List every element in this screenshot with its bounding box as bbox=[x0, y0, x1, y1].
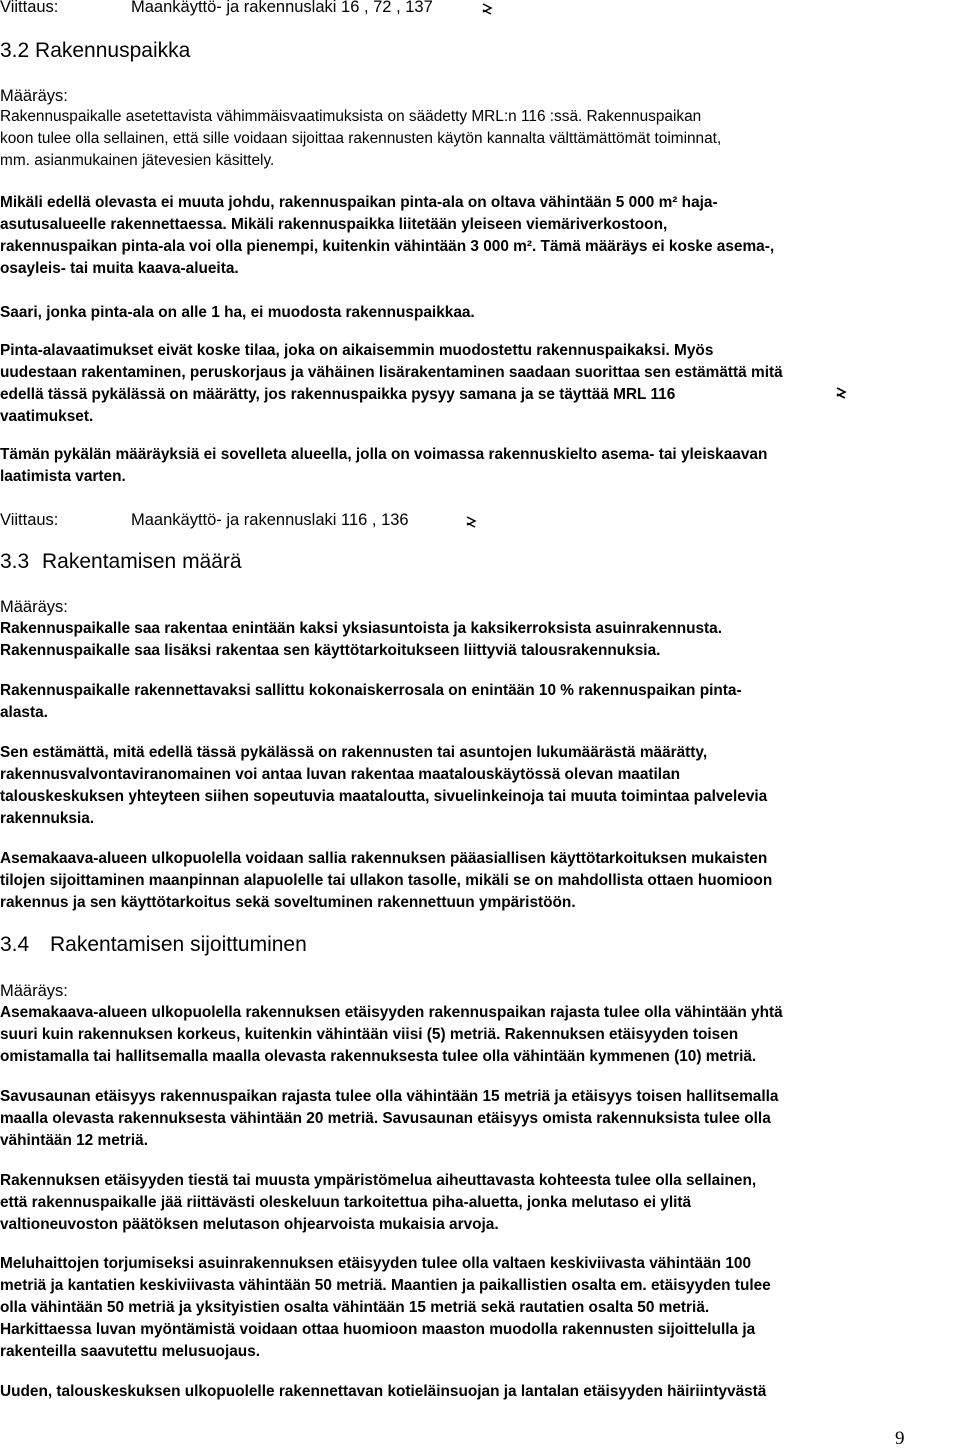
text-line: vähintään 12 metriä. bbox=[0, 1132, 148, 1149]
text-line: laatimista varten. bbox=[0, 468, 126, 485]
text-line: alasta. bbox=[0, 704, 48, 721]
section-number: 3.4 bbox=[0, 933, 30, 956]
paragraph bbox=[0, 848, 960, 914]
maarays-label: Määräys: bbox=[0, 87, 68, 105]
paragraph bbox=[0, 340, 960, 428]
reference-text: Maankäyttö- ja rakennuslaki 116 , 136 bbox=[131, 511, 409, 529]
text-line: rakennuspaikan pinta-ala voi olla pienempi, kuitenkin vähintään 3 000 m². Tämä määräys ei koske asema-, bbox=[0, 238, 775, 255]
text-line: Asemakaava-alueen ulkopuolella voidaan sallia rakennuksen pääasiallisen käyttötarkoituksen mukaisten bbox=[0, 850, 768, 867]
text-line: suuri kuin rakennuksen korkeus, kuitenkin vähintään viisi (5) metriä. Rakennuksen etäisyyden toisen bbox=[0, 1026, 739, 1043]
paragraph bbox=[0, 444, 960, 488]
paragraph bbox=[0, 1170, 960, 1236]
paragraph bbox=[0, 302, 960, 324]
text-line: Asemakaava-alueen ulkopuolella rakennuksen etäisyyden rakennuspaikan rajasta tulee olla vähintään yhtä bbox=[0, 1004, 783, 1021]
text-line: Harkittaessa luvan myöntämistä voidaan ottaa huomioon maaston muodolla rakennusten sijoittelulla ja bbox=[0, 1321, 756, 1338]
text-line: uudestaan rakentaminen, peruskorjaus ja vähäinen lisärakentaminen saadaan suorittaa sen estämättä mitä bbox=[0, 364, 783, 381]
text-line: Savusaunan etäisyys rakennuspaikan rajasta tulee olla vähintään 15 metriä ja etäisyys toisen hallitsemalla bbox=[0, 1088, 779, 1105]
paragraph bbox=[0, 192, 960, 280]
text-line: Meluhaittojen torjumiseksi asuinrakennuksen etäisyyden tulee olla valtaen keskiviivasta vähintään 100 bbox=[0, 1255, 752, 1272]
text-line: Mikäli edellä olevasta ei muuta johdu, rakennuspaikan pinta-ala on oltava vähintään 5 000 m² haja- bbox=[0, 194, 718, 211]
reference-label: Viittaus: bbox=[0, 0, 59, 16]
text-line: valtioneuvoston päätöksen melutason ohjearvoista mukaisia arvoja. bbox=[0, 1216, 499, 1233]
paragraph bbox=[0, 742, 960, 830]
text-line: rakennuksia. bbox=[0, 810, 95, 827]
text-line: Rakennuspaikalle saa lisäksi rakentaa sen käyttötarkoitukseen liittyviä talousrakennuksia. bbox=[0, 642, 661, 659]
text-line: talouskeskuksen yhteyteen siihen sopeutuvia maataloutta, sivuelinkeinoja tai muuta toimintaa palvelevia bbox=[0, 788, 768, 805]
reference-label: Viittaus: bbox=[0, 511, 59, 529]
text-line: asutusalueelle rakennettaessa. Mikäli rakennuspaikka liitetään yleiseen viemäriverkostoon, bbox=[0, 216, 668, 233]
text-line: Sen estämättä, mitä edellä tässä pykälässä on rakennusten tai asuntojen lukumäärästä määrätty, bbox=[0, 744, 708, 761]
text-line: edellä tässä pykälässä on määrätty, jos rakennuspaikka pysyy samana ja se täyttää MRL 116 bbox=[0, 386, 676, 403]
text-line: omistamalla tai hallitsemalla maalla olevasta rakennuksesta tulee olla vähintään kymmenen (10) metriä. bbox=[0, 1048, 757, 1065]
text-line: Saari, jonka pinta-ala on alle 1 ha, ei muodosta rakennuspaikkaa. bbox=[0, 304, 475, 321]
paragraph bbox=[0, 618, 960, 662]
maarays-label: Määräys: bbox=[0, 982, 68, 1000]
paragraph bbox=[0, 680, 960, 724]
text-line: että rakennuspaikalle jää riittävästi oleskeluun tarkoitettua piha-aluetta, jonka melutaso ei ylitä bbox=[0, 1194, 692, 1211]
text-line: Rakennuksen etäisyyden tiestä tai muusta ympäristömelua aiheuttavasta kohteesta tulee olla sellainen, bbox=[0, 1172, 757, 1189]
text-line: Tämän pykälän määräyksiä ei sovelleta alueella, jolla on voimassa rakennuskielto asema- tai yleiskaavan bbox=[0, 446, 768, 463]
paragraph bbox=[0, 106, 960, 172]
text-line: olla vähintään 50 metriä ja yksityistien osalta vähintään 15 metriä sekä rautatien osalta 50 metriä. bbox=[0, 1299, 710, 1316]
text-line: koon tulee olla sellainen, että sille voidaan sijoittaa rakennusten käytön kannalta välttämättömät toiminnat, bbox=[0, 130, 722, 147]
section-sign-icon bbox=[464, 513, 478, 531]
text-line: metriä ja kantatien keskiviivasta vähintään 50 metriä. Maantien ja paikallistien osalta em. etäisyyden tulee bbox=[0, 1277, 771, 1294]
reference-line bbox=[0, 509, 960, 531]
text-line: Rakennuspaikalle rakennettavaksi sallittu kokonaiskerrosala on enintään 10 % rakennuspaikan pinta- bbox=[0, 682, 742, 699]
reference-text: Maankäyttö- ja rakennuslaki 16 , 72 , 137 bbox=[131, 0, 433, 16]
text-line: rakennus ja sen käyttötarkoitus sekä soveltuminen rakennettuun ympäristöön. bbox=[0, 894, 576, 911]
text-line: rakennusvalvontaviranomainen voi antaa luvan rakentaa maatalouskäytössä olevan maatilan bbox=[0, 766, 681, 783]
section-sign-icon bbox=[834, 384, 848, 404]
text-line: maalla olevasta rakennuksesta vähintään 20 metriä. Savusaunan etäisyys omista rakennuksista tulee olla bbox=[0, 1110, 771, 1127]
paragraph bbox=[0, 1381, 960, 1403]
paragraph bbox=[0, 1253, 960, 1363]
section-title: Rakentamisen määrä bbox=[42, 550, 242, 573]
text-line: osayleis- tai muita kaava-alueita. bbox=[0, 260, 239, 277]
section-heading-3-2: 3.2 Rakennuspaikka bbox=[0, 39, 191, 62]
text-line: Pinta-alavaatimukset eivät koske tilaa, joka on aikaisemmin muodostettu rakennuspaikaksi. Myös bbox=[0, 342, 714, 359]
text-line: rakenteilla saavutettu melusuojaus. bbox=[0, 1343, 261, 1360]
section-title: Rakentamisen sijoittuminen bbox=[50, 933, 307, 956]
section-sign-icon bbox=[480, 0, 494, 18]
text-line: vaatimukset. bbox=[0, 408, 94, 425]
text-line: Rakennuspaikalle saa rakentaa enintään kaksi yksiasuntoista ja kaksikerroksista asuinrakennusta. bbox=[0, 620, 723, 637]
maarays-label: Määräys: bbox=[0, 598, 68, 616]
section-number: 3.3 bbox=[0, 550, 30, 573]
paragraph bbox=[0, 1086, 960, 1152]
paragraph bbox=[0, 1002, 960, 1068]
text-line: mm. asianmukainen jätevesien käsittely. bbox=[0, 152, 275, 169]
text-line: tilojen sijoittaminen maanpinnan alapuolelle tai ullakon tasolle, mikäli se on mahdollista ottaen huomioon bbox=[0, 872, 773, 889]
section-heading-3-4 bbox=[0, 932, 960, 958]
section-heading-3-3 bbox=[0, 549, 960, 575]
page-number: 9 bbox=[895, 1428, 905, 1449]
text-line: Rakennuspaikalle asetettavista vähimmäisvaatimuksista on säädetty MRL:n 116 :ssä. Rakennuspaikan bbox=[0, 108, 702, 125]
text-line: Uuden, talouskeskuksen ulkopuolelle rakennettavan kotieläinsuojan ja lantalan etäisyyden häiriintyvästä bbox=[0, 1383, 767, 1400]
